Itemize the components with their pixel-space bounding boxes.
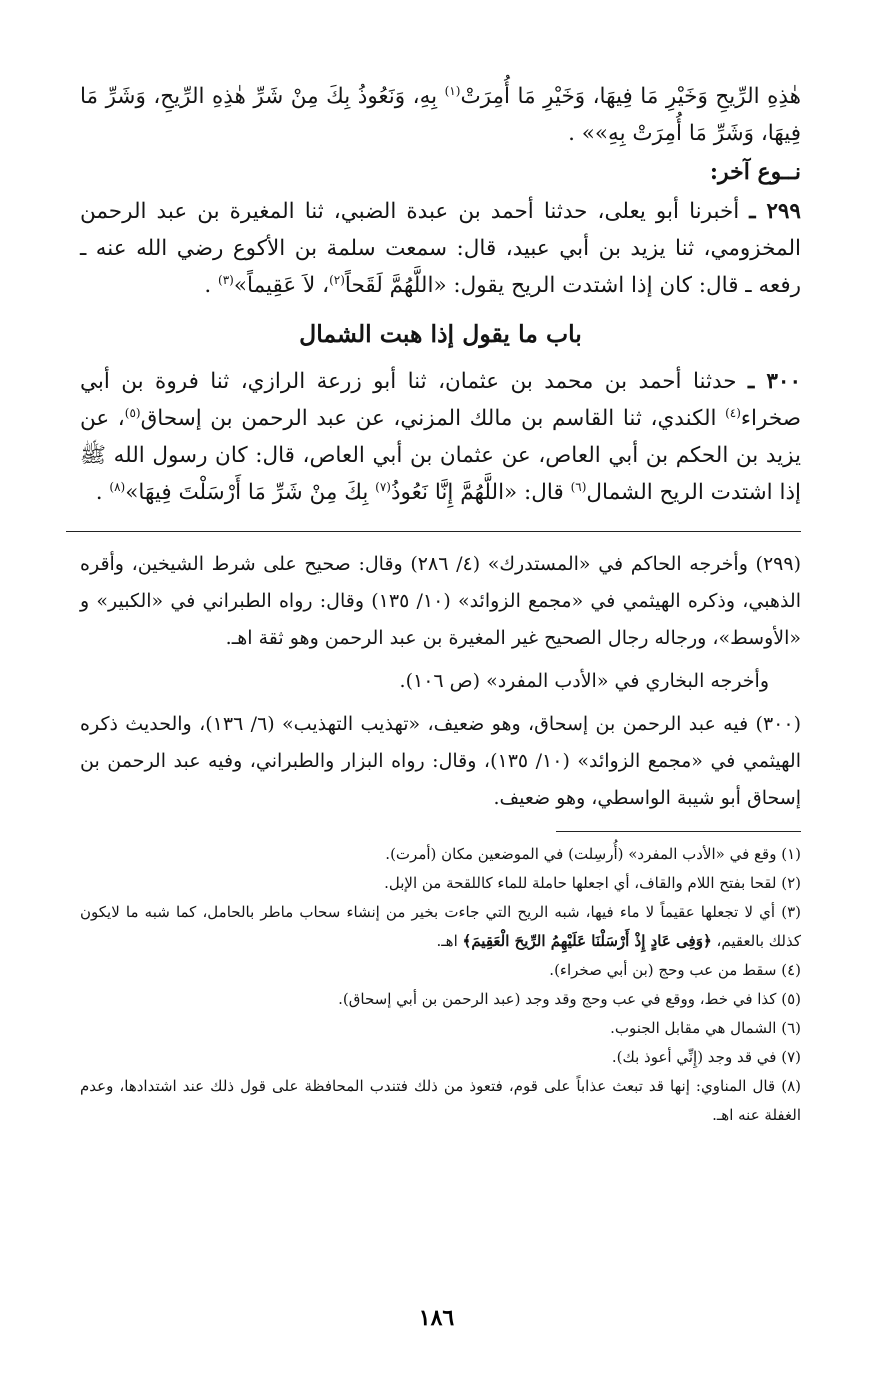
footnote-ref-7[interactable]: (٧) xyxy=(375,479,391,494)
hadith-299: ٢٩٩ ـ أخبرنا أبو يعلى، حدثنا أحمد بن عبدة الضبي، ثنا المغيرة بن عبد الرحمن المخزومي، ثنا يزيد بن أبي عبيد، قال: سمعت سلمة بن الأكوع رضي الله عنه ـ رفعه ـ قال: كان إذا اشتدت الريح يقول: «اللَّهُمَّ لَقَحاً$^{(٢)}$، لاَ عَقِيماً»$^{(٣)}$ . xyxy=(80,199,801,298)
footnote-4: (٤) سقط من عب وحج (بن أبي صخراء). xyxy=(549,961,801,979)
notes-divider xyxy=(66,531,801,532)
note-300: (٣٠٠) فيه عبد الرحمن بن إسحاق، وهو ضعيف، «تهذيب التهذيب» (٦/ ١٣٦)، والحديث ذكره الهيثمي في «مجمع الزوائد» (١٠/ ١٣٥)، وقال: رواه البزار والطبراني، وفيه عبد الرحمن بن إسحاق أبو شيبة الواسطي، وهو ضعيف. xyxy=(80,713,802,809)
quran-verse: ﴿وَفِى عَادٍ إِذْ أَرْسَلْنَا عَلَيْهِمُ الرِّيحَ الْعَقِيمَ﴾ xyxy=(462,932,712,950)
footnote-6: (٦) الشمال هي مقابل الجنوب. xyxy=(610,1019,801,1037)
takhrij-notes xyxy=(80,546,801,817)
footnote-2: (٢) لقحا بفتح اللام والقاف، أي اجعلها حاملة للماء كاللقحة من الإبل. xyxy=(384,874,801,892)
subheading: نــوع آخر: xyxy=(709,159,801,185)
footnote-5: (٥) كذا في خط، ووقع في عب وحج وقد وجد (عبد الرحمن بن أبي إسحاق). xyxy=(338,990,801,1008)
footnotes xyxy=(80,840,801,1130)
main-text xyxy=(80,78,801,511)
footnote-7: (٧) في قد وجد (إِنِّي أعوذ بك). xyxy=(611,1048,801,1066)
hadith-300: ٣٠٠ ـ حدثنا أحمد بن محمد بن عثمان، ثنا أبو زرعة الرازي، ثنا فروة بن أبي صخراء$^{(٤)}$ الكندي، ثنا القاسم بن مالك المزني، عن عبد الرحمن بن إسحاق$^{(٥)}$، عن يزيد بن الحكم بن أبي العاص، عن عثمان بن أبي العاص، قال: كان رسول الله ﷺ إذا اشتدت الريح الشمال$^{(٦)}$ قال: «اللَّهُمَّ إِنَّا نَعُوذُ$^{(٧)}$ بِكَ مِنْ شَرِّ مَا أَرْسَلْتَ فِيهَا»$^{(٨)}$ . xyxy=(80,369,802,505)
note-299-bukhari: وأخرجه البخاري في «الأدب المفرد» (ص ١٠٦). xyxy=(399,670,769,692)
footnote-8: (٨) قال المناوي: إنها قد تبعث عذاباً على قوم، فتعوذ من ذلك فتندب المحافظة على قول ذلك عند اشتدادها، وعدم الغفلة عنه اهـ. xyxy=(80,1077,801,1124)
chapter-title: باب ما يقول إذا هبت الشمال xyxy=(299,320,582,348)
page-number: ١٨٦ xyxy=(418,1305,455,1331)
footnotes-divider xyxy=(556,831,801,832)
hadith-number: ٣٠٠ ـ xyxy=(747,369,801,394)
footnote-1: (١) وقع في «الأدب المفرد» (أُرسِلت) في الموضعين مكان (أمرت). xyxy=(385,845,801,863)
footnote-ref-6[interactable]: (٦) xyxy=(570,479,587,494)
note-299: (٢٩٩) وأخرجه الحاكم في «المستدرك» (٤/ ٢٨٦) وقال: صحيح على شرط الشيخين، وأقره الذهبي، وذكره الهيثمي في «مجمع الزوائد» (١٠/ ١٣٥) وقال: رواه الطبراني في «الكبير» و «الأوسط»، ورجاله رجال الصحيح غير المغيرة بن عبد الرحمن وهو ثقة اهـ. xyxy=(80,553,801,649)
footnote-3: (٣) أي لا تجعلها عقيماً لا ماء فيها، شبه الريح التي جاءت بخير من إنشاء سحاب ماطر بالحامل، كما شبه ما لايكون كذلك بالعقيم، ﴿وَفِى عَادٍ إِذْ أَرْسَلْنَا عَلَيْهِمُ الرِّيحَ الْعَقِيمَ﴾ اهـ. xyxy=(80,903,801,950)
footnote-ref-4[interactable]: (٤) xyxy=(725,405,741,420)
footnote-ref-8[interactable]: (٨) xyxy=(109,479,126,494)
continuation-paragraph: هٰذِهِ الرِّيحِ وَخَيْرِ مَا فِيهَا، وَخَيْرِ مَا أُمِرَتْ$^{(١)}$ بِهِ، وَنَعُوذُ بِكَ مِنْ شَرِّ هٰذِهِ الرِّيحِ، وَشَرِّ مَا فِيهَا، وَشَرِّ مَا أُمِرَتْ بِهِ»» . xyxy=(80,83,801,146)
footnote-ref-5[interactable]: (٥) xyxy=(124,405,141,420)
footnote-ref-2[interactable]: (٢) xyxy=(329,272,345,287)
footnote-ref-3[interactable]: (٣) xyxy=(218,272,234,287)
footnote-ref-1[interactable]: (١) xyxy=(444,83,461,98)
hadith-number: ٢٩٩ ـ xyxy=(749,199,801,224)
